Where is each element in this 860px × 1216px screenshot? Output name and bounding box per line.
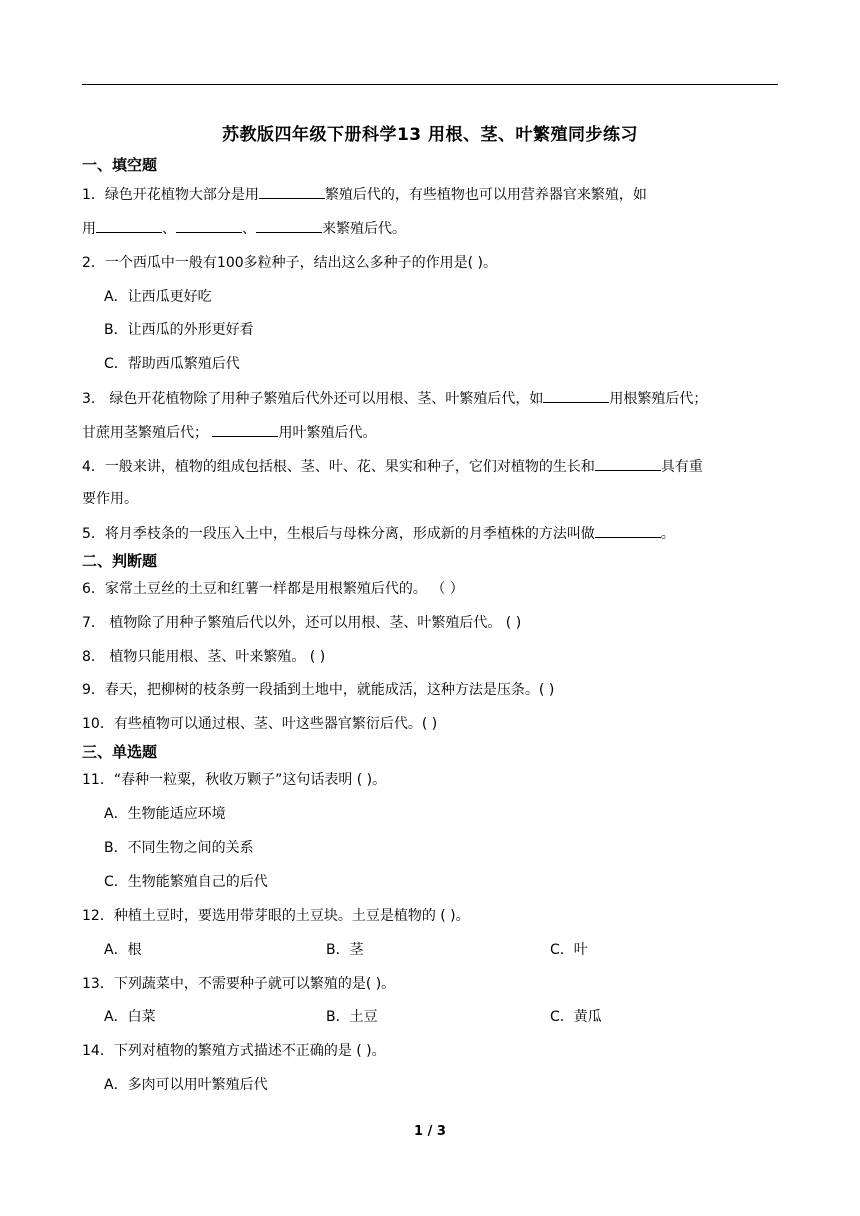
- question-11: 11．“春种一粒粟，秋收万颗子”这句话表明 ( )。: [82, 772, 387, 788]
- q1-text-d: 、: [162, 221, 176, 237]
- q12-option-b: B．茎: [326, 942, 364, 958]
- question-2: 2．一个西瓜中一般有100多粒种子，结出这么多种子的作用是( )。: [82, 255, 498, 271]
- question-10: 10．有些植物可以通过根、茎、叶这些器官繁衍后代。( ): [82, 716, 438, 732]
- question-9: 9．春天，把柳树的枝条剪一段插到土地中，就能成活，这种方法是压条。( ): [82, 682, 555, 698]
- section-fill-blank: 一、填空题: [82, 156, 158, 174]
- q2-option-a: A．让西瓜更好吃: [104, 289, 212, 305]
- q11-option-a: A．生物能适应环境: [104, 806, 226, 822]
- q5-text-b: 。: [660, 526, 675, 542]
- q1-text-b: 繁殖后代的，有些植物也可以用营养器官来繁殖，如: [324, 187, 647, 203]
- q3-blank-2: [212, 422, 278, 437]
- question-4-line-1: [82, 456, 703, 477]
- q3-text-a: 3． 绿色开花植物除了用种子繁殖后代外还可以用根、茎、叶繁殖后代，如: [82, 391, 544, 407]
- q1-text-e: 、: [242, 221, 256, 237]
- page-title: 苏教版四年级下册科学13 用根、茎、叶繁殖同步练习: [221, 125, 639, 145]
- question-4-line-2: 要作用。: [82, 491, 138, 507]
- question-12: 12．种植土豆时，要选用带芽眼的土豆块。土豆是植物的 ( )。: [82, 908, 470, 924]
- q1-blank-2: [96, 218, 162, 233]
- q4-text-a: 4．一般来讲，植物的组成包括根、茎、叶、花、果实和种子，它们对植物的生长和: [82, 459, 595, 475]
- question-6: 6．家常土豆丝的土豆和红薯一样都是用根繁殖后代的。 （ ）: [82, 581, 464, 597]
- question-1-line-1: [82, 184, 647, 205]
- question-5: [82, 523, 675, 544]
- q1-blank-1: [259, 184, 325, 199]
- question-1-line-2: [82, 218, 406, 239]
- header-rule: [82, 84, 778, 85]
- page-number: 1 / 3: [414, 1124, 446, 1139]
- q13-option-c: C．黄瓜: [550, 1009, 602, 1025]
- question-8: 8． 植物只能用根、茎、叶来繁殖。 ( ): [82, 649, 326, 665]
- q11-option-b: B．不同生物之间的关系: [104, 840, 254, 856]
- q2-option-c: C．帮助西瓜繁殖后代: [104, 356, 240, 372]
- q1-text-c: 用: [82, 221, 96, 237]
- q2-option-b: B．让西瓜的外形更好看: [104, 322, 254, 338]
- question-7: 7． 植物除了用种子繁殖后代以外，还可以用根、茎、叶繁殖后代。 ( ): [82, 615, 522, 631]
- q1-blank-3: [176, 218, 242, 233]
- q12-option-c: C．叶: [550, 942, 588, 958]
- question-13: 13．下列蔬菜中，不需要种子就可以繁殖的是( )。: [82, 976, 396, 992]
- q3-text-b: 用根繁殖后代；: [609, 391, 708, 407]
- question-3-line-2: [82, 422, 376, 443]
- section-single-choice: 三、单选题: [82, 743, 158, 761]
- q1-text-f: 来繁殖后代。: [322, 221, 406, 237]
- q13-options: [104, 1007, 764, 1027]
- section-true-false: 二、判断题: [82, 552, 158, 570]
- q1-blank-4: [256, 218, 322, 233]
- question-3-line-1: [82, 388, 707, 409]
- q4-blank: [595, 456, 661, 471]
- q12-option-a: A．根: [104, 942, 142, 958]
- q3-text-d: 用叶繁殖后代。: [278, 425, 377, 441]
- q14-option-a: A．多肉可以用叶繁殖后代: [104, 1077, 268, 1093]
- q3-blank-1: [543, 388, 609, 403]
- q5-text-a: 5．将月季枝条的一段压入土中，生根后与母株分离，形成新的月季植株的方法叫做: [82, 526, 595, 542]
- q13-option-a: A．白菜: [104, 1009, 156, 1025]
- q12-options: [104, 940, 764, 960]
- q3-text-c: 甘蔗用茎繁殖后代；: [82, 425, 213, 441]
- question-14: 14．下列对植物的繁殖方式描述不正确的是 ( )。: [82, 1043, 386, 1059]
- q4-text-b: 具有重: [660, 459, 703, 475]
- q5-blank: [595, 523, 661, 538]
- q13-option-b: B．土豆: [326, 1009, 378, 1025]
- q11-option-c: C．生物能繁殖自己的后代: [104, 874, 268, 890]
- q1-text-a: 1．绿色开花植物大部分是用: [82, 187, 259, 203]
